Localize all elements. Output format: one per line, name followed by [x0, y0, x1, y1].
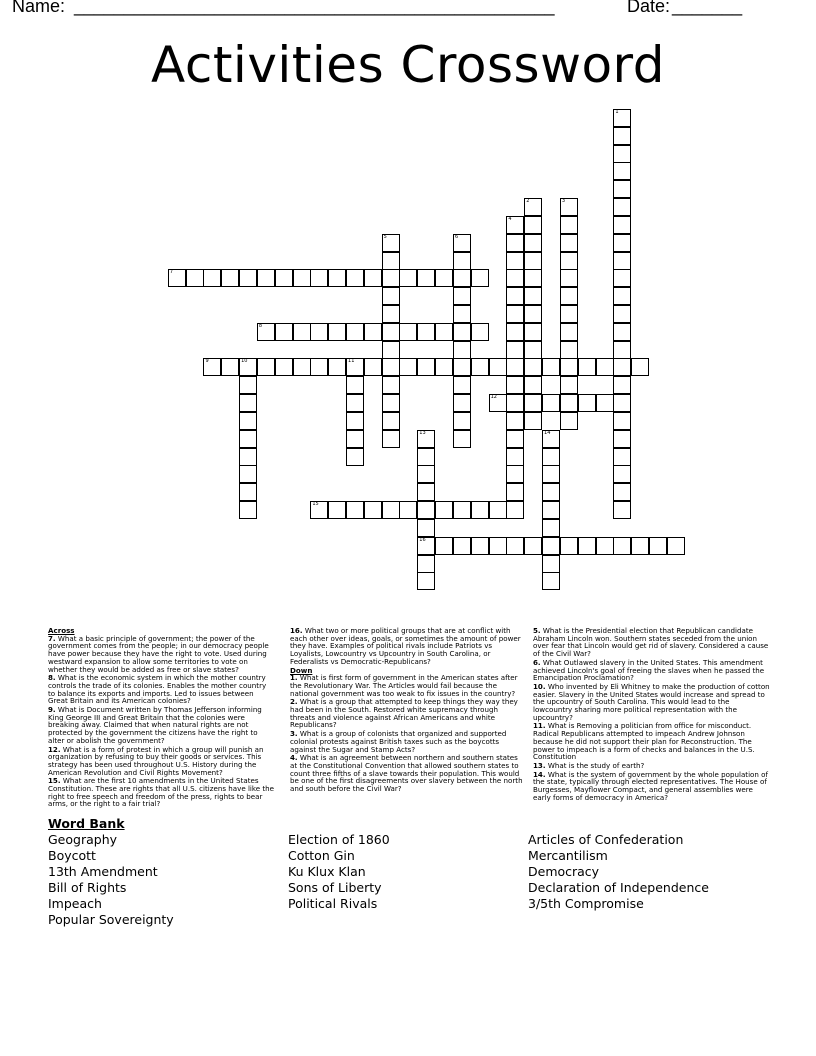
crossword-cell[interactable]: [560, 269, 578, 287]
crossword-cell[interactable]: [596, 358, 614, 376]
crossword-cell[interactable]: [382, 252, 400, 270]
crossword-cell[interactable]: [542, 537, 560, 555]
across-heading: Across: [48, 626, 75, 635]
crossword-cell[interactable]: [399, 501, 417, 519]
crossword-cell[interactable]: [364, 501, 382, 519]
clue-number: 2.: [290, 697, 298, 707]
clue-text: What is a form of protest in which a group will punish an organization by refusing to buy their goods or services. This strategy has been used throughout U.S. History during the American Revolution and Civil Rights Movement?: [48, 744, 264, 777]
crossword-cell[interactable]: [399, 269, 417, 287]
crossword-cell[interactable]: [613, 376, 631, 394]
clue-text: What is the economic system in which the mother country controls the trade of its colonies. Enables the mother country to balance its exports and imports. Led to issues between Great Britain and its American colonies?: [48, 673, 267, 706]
crossword-cell[interactable]: [578, 358, 596, 376]
crossword-cell[interactable]: [506, 465, 524, 483]
clue-item: [533, 627, 770, 658]
word-bank-item: Democracy: [528, 864, 600, 879]
crossword-cell[interactable]: [275, 358, 293, 376]
crossword-cell[interactable]: [542, 519, 560, 537]
crossword-cell[interactable]: [275, 323, 293, 341]
clue-text: What is the system of government by the whole population of the state, typically through elected representatives. The House of Burgesses, Mayflower Compact, and general assemblies were early forms of democracy in America?: [533, 769, 768, 802]
crossword-cell[interactable]: [613, 394, 631, 412]
clue-number: 4.: [290, 753, 298, 763]
crossword-cell[interactable]: [239, 448, 257, 466]
clue-number-label: 12: [490, 394, 497, 401]
clue-text: What is a group that attempted to keep things they way they had been in the South. Restored white supremacy through threats and violence against African Americans and white Republicans?: [290, 697, 518, 730]
crossword-cell[interactable]: [560, 412, 578, 430]
crossword-cell[interactable]: [471, 358, 489, 376]
crossword-cell[interactable]: [524, 198, 542, 216]
clue-number-label: 9: [205, 358, 209, 365]
crossword-cell[interactable]: [399, 358, 417, 376]
word-bank-column-1: [48, 832, 174, 928]
date-line[interactable]: _______: [672, 0, 743, 16]
word-bank-item: Impeach: [48, 896, 102, 911]
crossword-cell[interactable]: [382, 358, 400, 376]
clue-text: What is first form of government in the American states after the Revolutionary War. The Articles would fail because the national government was too weak to fix issues in the country?: [290, 673, 518, 698]
crossword-cell[interactable]: [310, 501, 328, 519]
crossword-cell[interactable]: [613, 501, 631, 519]
crossword-cell[interactable]: [542, 465, 560, 483]
clue-text: Who invented by Eli Whitney to make the production of cotton easier. Slavery in the United States would increase and spread to the upcountry of South Carolina. This would lead to the lowcountry sharing more political representation with the upcountry?: [533, 681, 770, 722]
crossword-cell[interactable]: [613, 162, 631, 180]
crossword-cell[interactable]: [560, 537, 578, 555]
crossword-cell[interactable]: [506, 287, 524, 305]
crossword-cell[interactable]: [239, 412, 257, 430]
clue-number-label: 8: [258, 322, 263, 329]
crossword-cell[interactable]: [186, 269, 204, 287]
crossword-cell[interactable]: [257, 269, 275, 287]
crossword-cell[interactable]: [435, 501, 453, 519]
crossword-cell[interactable]: [489, 501, 507, 519]
crossword-cell[interactable]: [417, 465, 435, 483]
crossword-cell[interactable]: [524, 252, 542, 270]
crossword-cell[interactable]: [560, 216, 578, 234]
crossword-cell[interactable]: [168, 269, 186, 287]
crossword-cell[interactable]: [471, 269, 489, 287]
crossword-cell[interactable]: [613, 341, 631, 359]
name-label: Name:: [12, 0, 66, 16]
crossword-cell[interactable]: [613, 269, 631, 287]
word-bank-column-3: [528, 832, 709, 912]
clue-number: 12.: [48, 744, 61, 754]
crossword-cell[interactable]: [382, 287, 400, 305]
crossword-cell[interactable]: [399, 323, 417, 341]
crossword-cell[interactable]: [239, 483, 257, 501]
crossword-cell[interactable]: [542, 394, 560, 412]
crossword-cell[interactable]: [524, 412, 542, 430]
crossword-cell[interactable]: [542, 448, 560, 466]
clue-text: What a basic principle of government; the power of the government comes from the people; in our democracy people have power because they have the right to vote. Used during westward expansion to allow some territories to vote on whether they would be added as free or slave states?: [48, 633, 269, 674]
crossword-cell[interactable]: [453, 234, 471, 252]
clue-number-label: 15: [312, 501, 319, 508]
clue-number-label: 7: [169, 269, 173, 276]
crossword-cell[interactable]: [346, 448, 364, 466]
crossword-cell[interactable]: [542, 501, 560, 519]
crossword-cell[interactable]: [542, 572, 560, 590]
crossword-cell[interactable]: [613, 216, 631, 234]
crossword-cell[interactable]: [524, 394, 542, 412]
clue-item: [533, 659, 770, 682]
clue-number: 13.: [533, 760, 546, 770]
crossword-cell[interactable]: [453, 323, 471, 341]
crossword-cell[interactable]: [560, 341, 578, 359]
crossword-cell[interactable]: [506, 448, 524, 466]
clue-number-label: 16: [419, 536, 426, 543]
crossword-cell[interactable]: [310, 358, 328, 376]
crossword-cell[interactable]: [346, 412, 364, 430]
word-bank-item: Sons of Liberty: [288, 880, 382, 895]
crossword-cell[interactable]: [506, 412, 524, 430]
crossword-cell[interactable]: [524, 216, 542, 234]
crossword-cell[interactable]: [417, 483, 435, 501]
crossword-cell[interactable]: [631, 358, 649, 376]
clue-item: [48, 746, 274, 777]
crossword-cell[interactable]: [506, 537, 524, 555]
crossword-cell[interactable]: [453, 376, 471, 394]
crossword-cell[interactable]: [613, 234, 631, 252]
clue-number-label: 14: [544, 429, 551, 436]
crossword-cell[interactable]: [613, 287, 631, 305]
crossword-cell[interactable]: [560, 252, 578, 270]
crossword-cell[interactable]: [506, 341, 524, 359]
crossword-cell[interactable]: [417, 537, 435, 555]
crossword-cell[interactable]: [596, 394, 614, 412]
crossword-cell[interactable]: [524, 323, 542, 341]
clue-number: 1.: [290, 673, 298, 683]
crossword-cell[interactable]: [328, 358, 346, 376]
crossword-cell[interactable]: [613, 537, 631, 555]
clue-item: [48, 635, 274, 674]
word-bank-item: 3/5th Compromise: [528, 896, 644, 911]
crossword-cell[interactable]: [453, 501, 471, 519]
crossword-cell[interactable]: [382, 323, 400, 341]
clue-number-label: 5: [383, 233, 387, 240]
crossword-cell[interactable]: [506, 252, 524, 270]
crossword-cell[interactable]: [453, 305, 471, 323]
crossword-cell[interactable]: [346, 430, 364, 448]
clue-item: [533, 683, 770, 722]
crossword-cell[interactable]: [560, 198, 578, 216]
clue-item: [48, 674, 274, 705]
crossword-cell[interactable]: [524, 305, 542, 323]
clue-number-label: 4: [508, 215, 512, 222]
word-bank-item: Articles of Confederation: [528, 832, 684, 847]
clue-number: 7.: [48, 633, 56, 643]
crossword-cell[interactable]: [382, 376, 400, 394]
crossword-cell[interactable]: [346, 376, 364, 394]
crossword-cell[interactable]: [293, 358, 311, 376]
crossword-cell[interactable]: [310, 323, 328, 341]
word-bank-item: Political Rivals: [288, 896, 378, 911]
crossword-cell[interactable]: [453, 269, 471, 287]
crossword-cell[interactable]: [471, 501, 489, 519]
clue-item: [290, 627, 523, 666]
word-bank-column-2: [288, 832, 390, 912]
crossword-cell[interactable]: [239, 501, 257, 519]
crossword-cell[interactable]: [310, 269, 328, 287]
crossword-cell[interactable]: [506, 483, 524, 501]
clue-number: 8.: [48, 673, 56, 683]
word-bank-item: 13th Amendment: [48, 864, 158, 879]
crossword-cell[interactable]: [417, 358, 435, 376]
crossword-cell[interactable]: [453, 394, 471, 412]
crossword-cell[interactable]: [417, 555, 435, 573]
crossword-cell[interactable]: [417, 501, 435, 519]
crossword-cell[interactable]: [453, 341, 471, 359]
date-label: Date:: [627, 0, 671, 16]
clue-number: 11.: [533, 721, 546, 731]
crossword-cell[interactable]: [613, 305, 631, 323]
crossword-cell[interactable]: [417, 572, 435, 590]
crossword-cell[interactable]: [560, 305, 578, 323]
crossword-cell[interactable]: [382, 412, 400, 430]
clue-item: [290, 754, 523, 793]
crossword-cell[interactable]: [613, 180, 631, 198]
clue-text: What is an agreement between northern and southern states at the Constitutional Convention that allowed southern states to count three fifths of a slave towards their population. This would be one of the first disagreements over slavery between the north and south before the Civil War?: [290, 753, 523, 794]
crossword-cell[interactable]: [613, 145, 631, 163]
word-bank-item: Election of 1860: [288, 832, 390, 847]
clue-item: [290, 698, 523, 729]
crossword-cell[interactable]: [613, 412, 631, 430]
name-line[interactable]: ________________________________________________: [74, 0, 555, 16]
crossword-cell[interactable]: [613, 127, 631, 145]
page-title: Activities Crossword: [151, 36, 665, 94]
word-bank-item: Declaration of Independence: [528, 880, 709, 895]
clue-number: 9.: [48, 705, 56, 715]
crossword-cell[interactable]: [649, 537, 667, 555]
crossword-cell[interactable]: [613, 109, 631, 127]
crossword-cell[interactable]: [293, 269, 311, 287]
crossword-cell[interactable]: [417, 519, 435, 537]
crossword-cell[interactable]: [382, 430, 400, 448]
crossword-cell[interactable]: [524, 269, 542, 287]
crossword-cell[interactable]: [203, 358, 221, 376]
crossword-cell[interactable]: [239, 358, 257, 376]
crossword-cell[interactable]: [346, 323, 364, 341]
crossword-cell[interactable]: [275, 269, 293, 287]
clue-number-label: 3: [561, 198, 566, 205]
clue-item: [290, 730, 523, 753]
crossword-cell[interactable]: [221, 269, 239, 287]
crossword-cell[interactable]: [506, 269, 524, 287]
word-bank-item: Boycott: [48, 848, 96, 863]
word-bank-item: Bill of Rights: [48, 880, 127, 895]
clue-item: [48, 777, 274, 808]
crossword-cell[interactable]: [382, 394, 400, 412]
crossword-cell[interactable]: [506, 501, 524, 519]
crossword-cell[interactable]: [506, 216, 524, 234]
crossword-cell[interactable]: [346, 358, 364, 376]
clue-text: What is the study of earth?: [547, 760, 645, 770]
clues-column-1: [48, 627, 274, 809]
clue-number-label: 13: [419, 429, 426, 436]
down-heading: Down: [290, 665, 313, 675]
clue-item: [533, 722, 770, 761]
clue-text: What Outlawed slavery in the United States. This amendment achieved Lincoln's goal of freeing the slaves when he passed the Emancipation Proclamation?: [533, 657, 765, 683]
crossword-cell[interactable]: [506, 358, 524, 376]
crossword-cell[interactable]: [667, 537, 685, 555]
clues-column-3: [533, 627, 770, 802]
crossword-cell[interactable]: [524, 287, 542, 305]
crossword-cell[interactable]: [524, 358, 542, 376]
clue-text: What two or more political groups that are at conflict with each other over ideas, goals, or sometimes the amount of power they have. Examples of political rivals include Patriots vs Loyalists, Lowcountry vs Upcountry in South Carolina, or Federalists vs Democratic-Republicans?: [290, 626, 521, 666]
crossword-cell[interactable]: [203, 269, 221, 287]
crossword-cell[interactable]: [453, 537, 471, 555]
crossword-cell[interactable]: [364, 358, 382, 376]
crossword-cell[interactable]: [560, 394, 578, 412]
crossword-cell[interactable]: [613, 483, 631, 501]
clue-number: 15.: [48, 776, 61, 786]
crossword-cell[interactable]: [560, 358, 578, 376]
clue-number-label: 6: [454, 233, 459, 240]
crossword-cell[interactable]: [453, 287, 471, 305]
clue-number-label: 10: [241, 358, 248, 365]
crossword-cell[interactable]: [560, 376, 578, 394]
crossword-cell[interactable]: [506, 234, 524, 252]
crossword-cell[interactable]: [382, 305, 400, 323]
word-bank-item: Geography: [48, 832, 118, 847]
clue-item: [533, 762, 770, 770]
crossword-cell[interactable]: [417, 269, 435, 287]
word-bank-item: Mercantilism: [528, 848, 608, 863]
crossword-cell[interactable]: [382, 234, 400, 252]
crossword-cell[interactable]: [435, 323, 453, 341]
crossword-cell[interactable]: [382, 341, 400, 359]
crossword-cell[interactable]: [613, 465, 631, 483]
crossword-cell[interactable]: [560, 287, 578, 305]
crossword-cell[interactable]: [596, 537, 614, 555]
crossword-cell[interactable]: [631, 537, 649, 555]
crossword-cell[interactable]: [524, 234, 542, 252]
clue-text: What is Removing a politician from office for misconduct. Radical Republicans attempted to impeach Andrew Johnson because he did not support their plan for Reconstruction. The power to impeach is a form of checks and balances in the U.S. Constitution: [533, 721, 755, 762]
crossword-cell[interactable]: [613, 323, 631, 341]
crossword-cell[interactable]: [221, 358, 239, 376]
word-bank-item: Popular Sovereignty: [48, 912, 174, 927]
crossword-cell[interactable]: [613, 198, 631, 216]
crossword-cell[interactable]: [239, 376, 257, 394]
clue-number-label: 2: [526, 198, 530, 205]
crossword-cell[interactable]: [435, 358, 453, 376]
crossword-cell[interactable]: [613, 252, 631, 270]
clue-text: What are the first 10 amendments in the United States Constitution. These are rights that all U.S. citizens have like the right to free speech and freedom of the press, rights to bear arms, or the right to a fair trial?: [48, 776, 275, 809]
crossword-cell[interactable]: [382, 501, 400, 519]
crossword-cell[interactable]: [293, 323, 311, 341]
crossword-cell[interactable]: [506, 430, 524, 448]
crossword-cell[interactable]: [239, 394, 257, 412]
crossword-cell[interactable]: [382, 269, 400, 287]
crossword-cell[interactable]: [506, 305, 524, 323]
crossword-cell[interactable]: [560, 234, 578, 252]
clue-number: 6.: [533, 657, 541, 667]
clues-column-2: [290, 627, 523, 794]
clue-number-label: 1: [615, 109, 619, 115]
crossword-cell[interactable]: [524, 341, 542, 359]
crossword-cell[interactable]: [328, 323, 346, 341]
crossword-cell[interactable]: [542, 555, 560, 573]
word-bank-item: Ku Klux Klan: [288, 864, 366, 879]
clue-text: What is a group of colonists that organized and supported colonial protests against British taxes such as the boycotts against the Sugar and Stamp Acts?: [290, 729, 507, 754]
crossword-cell[interactable]: [542, 358, 560, 376]
crossword-cell[interactable]: [578, 394, 596, 412]
clue-number: 5.: [533, 626, 541, 635]
crossword-cell[interactable]: [328, 269, 346, 287]
crossword-cell[interactable]: [613, 358, 631, 376]
clue-text: What is the Presidential election that Republican candidate Abraham Lincoln won. Southern states seceded from the union over fear that Lincoln would get rid of slavery. Considered a cause of the Civil War?: [533, 626, 769, 659]
crossword-cell[interactable]: [239, 430, 257, 448]
crossword-cell[interactable]: [257, 323, 275, 341]
crossword-cell[interactable]: [578, 537, 596, 555]
crossword-cell[interactable]: [506, 323, 524, 341]
crossword-cell[interactable]: [417, 430, 435, 448]
word-bank-title: Word Bank: [48, 816, 125, 831]
crossword-cell[interactable]: [435, 269, 453, 287]
crossword-cell[interactable]: [489, 394, 507, 412]
crossword-cell[interactable]: [346, 501, 364, 519]
crossword-cell[interactable]: [489, 537, 507, 555]
clue-item: [533, 771, 770, 802]
crossword-cell[interactable]: [613, 448, 631, 466]
crossword-cell[interactable]: [506, 394, 524, 412]
crossword-cell[interactable]: [239, 269, 257, 287]
crossword-cell[interactable]: [471, 537, 489, 555]
crossword-cell[interactable]: [453, 412, 471, 430]
clue-number-label: 11: [348, 358, 355, 365]
crossword-cell[interactable]: [506, 376, 524, 394]
clue-item: [290, 674, 523, 697]
crossword-cell[interactable]: [328, 501, 346, 519]
clue-number: 14.: [533, 769, 546, 779]
crossword-cell[interactable]: [257, 358, 275, 376]
crossword-cell[interactable]: [560, 323, 578, 341]
crossword-cell[interactable]: [435, 537, 453, 555]
clue-number: 3.: [290, 729, 298, 739]
crossword-cell[interactable]: [417, 448, 435, 466]
crossword-cell[interactable]: [524, 376, 542, 394]
crossword-cell[interactable]: [613, 430, 631, 448]
clue-item: [48, 706, 274, 745]
crossword-cell[interactable]: [524, 537, 542, 555]
crossword-cell[interactable]: [364, 269, 382, 287]
crossword-cell[interactable]: [364, 323, 382, 341]
crossword-cell[interactable]: [453, 252, 471, 270]
clue-text: What is Document written by Thomas Jefferson informing King George III and Great Britain that the colonies were breaking away. Claimed that when natural rights are not protected by the government the citizens have the right to alter or abolish the government?: [48, 705, 262, 745]
clue-number: 16.: [290, 626, 303, 635]
crossword-cell[interactable]: [453, 358, 471, 376]
crossword-cell[interactable]: [453, 430, 471, 448]
clue-number: 10.: [533, 681, 546, 691]
word-bank-item: Cotton Gin: [288, 848, 355, 863]
crossword-cell[interactable]: [346, 394, 364, 412]
crossword-cell[interactable]: [239, 465, 257, 483]
crossword-cell[interactable]: [489, 358, 507, 376]
crossword-cell[interactable]: [542, 430, 560, 448]
crossword-cell[interactable]: [542, 483, 560, 501]
crossword-cell[interactable]: [346, 269, 364, 287]
crossword-cell[interactable]: [417, 323, 435, 341]
crossword-cell[interactable]: [471, 323, 489, 341]
